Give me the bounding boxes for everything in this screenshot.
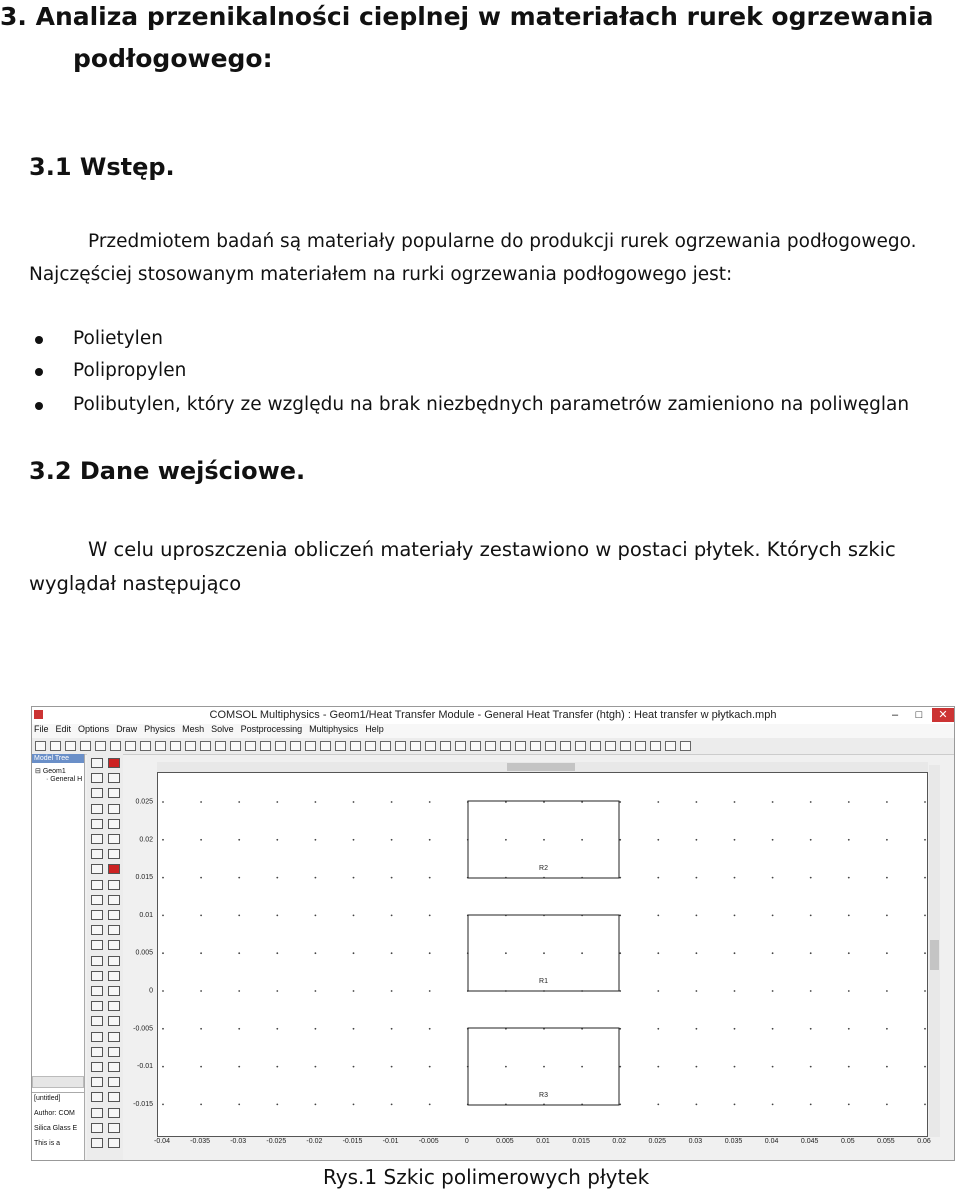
- close-icon[interactable]: ✕: [932, 708, 954, 722]
- grid-dot: [505, 952, 507, 954]
- grid-dot: [619, 839, 621, 841]
- rect-label: R1: [539, 978, 548, 985]
- grid-dot: [810, 1104, 812, 1106]
- grid-dot: [924, 839, 926, 841]
- grid-dot: [810, 952, 812, 954]
- grid-dot: [429, 1104, 431, 1106]
- y-tick-label: 0.02: [139, 836, 153, 844]
- grid-dot: [353, 1028, 355, 1030]
- y-tick-label: 0.015: [135, 874, 153, 882]
- grid-dot: [772, 1066, 774, 1068]
- props-line: This is a: [34, 1140, 61, 1147]
- grid-dot: [315, 877, 317, 879]
- grid-dot: [886, 952, 888, 954]
- menu-mesh[interactable]: Mesh: [182, 724, 205, 734]
- grid-dot: [391, 990, 393, 992]
- grid-dot: [353, 990, 355, 992]
- grid-dot: [200, 915, 202, 917]
- grid-dot: [200, 1028, 202, 1030]
- menu-help[interactable]: Help: [365, 724, 384, 734]
- grid-dot: [276, 877, 278, 879]
- grid-dot: [238, 1104, 240, 1106]
- heading-line1: 3. Analiza przenikalności cieplnej w materiałach rurek ogrzewania: [0, 2, 934, 31]
- grid-dot: [505, 839, 507, 841]
- x-tick-label: 0.02: [612, 1138, 627, 1145]
- grid-dot: [734, 990, 736, 992]
- section1-para-line2: Najczęściej stosowanym materiałem na rurki ogrzewania podłogowego jest:: [29, 264, 733, 285]
- x-tick-label: -0.025: [266, 1138, 287, 1145]
- geometry-plot: [158, 773, 929, 1138]
- grid-dot: [315, 952, 317, 954]
- grid-dot: [276, 801, 278, 803]
- grid-dot: [657, 839, 659, 841]
- grid-dot: [276, 1028, 278, 1030]
- grid-dot: [848, 839, 850, 841]
- grid-dot: [924, 915, 926, 917]
- grid-dot: [200, 839, 202, 841]
- grid-dot: [353, 952, 355, 954]
- grid-dot: [924, 877, 926, 879]
- grid-dot: [162, 1028, 164, 1030]
- grid-dot: [315, 801, 317, 803]
- grid-dot: [619, 990, 621, 992]
- grid-dot: [315, 1104, 317, 1106]
- grid-dot: [924, 801, 926, 803]
- grid-dot: [391, 839, 393, 841]
- y-tick-label: 0.01: [139, 911, 153, 919]
- grid-dot: [391, 915, 393, 917]
- bullet-icon: [35, 368, 43, 376]
- grid-dot: [734, 877, 736, 879]
- grid-dot: [276, 839, 278, 841]
- grid-dot: [657, 990, 659, 992]
- grid-dot: [772, 1028, 774, 1030]
- grid-dot: [238, 990, 240, 992]
- grid-dot: [543, 1066, 545, 1068]
- grid-dot: [810, 1066, 812, 1068]
- grid-dot: [772, 839, 774, 841]
- figure-caption: Rys.1 Szkic polimerowych płytek: [323, 1165, 650, 1189]
- x-tick-label: -0.015: [342, 1138, 363, 1145]
- grid-dot: [238, 801, 240, 803]
- grid-dot: [162, 877, 164, 879]
- grid-dot: [391, 1028, 393, 1030]
- grid-dot: [848, 801, 850, 803]
- grid-dot: [734, 1104, 736, 1106]
- grid-dot: [810, 990, 812, 992]
- x-tick-label: 0.06: [917, 1138, 931, 1145]
- x-tick-label: 0.035: [724, 1138, 743, 1145]
- window-title: COMSOL Multiphysics - Geom1/Heat Transfer Module - General Heat Transfer (htgh) : Heat transfer w płytkach.mph: [209, 709, 777, 721]
- grid-dot: [619, 952, 621, 954]
- grid-dot: [772, 801, 774, 803]
- grid-dot: [696, 1028, 698, 1030]
- grid-dot: [657, 952, 659, 954]
- grid-dot: [162, 1066, 164, 1068]
- grid-dot: [848, 952, 850, 954]
- grid-dot: [696, 839, 698, 841]
- grid-dot: [886, 1028, 888, 1030]
- bullet-item: Polibutylen, który ze względu na brak niezbędnych parametrów zamieniono na poliwęglan: [73, 394, 910, 415]
- menu-file[interactable]: File: [34, 724, 49, 734]
- grid-dot: [581, 1066, 583, 1068]
- grid-dot: [772, 877, 774, 879]
- props-line: Author: COM: [34, 1110, 75, 1117]
- grid-dot: [429, 1028, 431, 1030]
- grid-dot: [696, 801, 698, 803]
- grid-dot: [886, 915, 888, 917]
- y-tick-label: 0: [149, 987, 153, 995]
- grid-dot: [162, 952, 164, 954]
- grid-dot: [429, 801, 431, 803]
- grid-dot: [315, 1066, 317, 1068]
- grid-dot: [810, 839, 812, 841]
- bullet-item: Polietylen: [73, 328, 163, 349]
- grid-dot: [734, 801, 736, 803]
- grid-dot: [848, 1066, 850, 1068]
- grid-dot: [810, 915, 812, 917]
- grid-dot: [657, 877, 659, 879]
- grid-dot: [238, 1028, 240, 1030]
- y-tick-label: -0.015: [133, 1100, 153, 1108]
- grid-dot: [696, 952, 698, 954]
- grid-dot: [848, 1104, 850, 1106]
- tree-item-geom1[interactable]: ⊟ Geom1: [35, 768, 66, 775]
- grid-dot: [924, 1028, 926, 1030]
- maximize-icon[interactable]: □: [915, 709, 923, 721]
- grid-dot: [619, 1066, 621, 1068]
- grid-dot: [810, 877, 812, 879]
- grid-dot: [924, 1104, 926, 1106]
- grid-dot: [734, 839, 736, 841]
- grid-dot: [276, 1066, 278, 1068]
- section2-title: 3.2 Dane wejściowe.: [29, 457, 306, 485]
- grid-dot: [353, 1104, 355, 1106]
- bullet-icon: [35, 402, 43, 410]
- section2-para-line1: W celu uproszczenia obliczeń materiały zestawiono w postaci płytek. Których szkic: [88, 538, 896, 561]
- x-tick-label: 0.03: [688, 1138, 703, 1145]
- rect-label: R2: [539, 865, 548, 872]
- grid-dot: [886, 801, 888, 803]
- y-tick-label: -0.005: [133, 1025, 153, 1033]
- grid-dot: [429, 915, 431, 917]
- x-tick-label: -0.035: [190, 1138, 211, 1145]
- grid-dot: [696, 1066, 698, 1068]
- grid-dot: [543, 839, 545, 841]
- grid-dot: [581, 952, 583, 954]
- menu-physics[interactable]: Physics: [144, 724, 176, 734]
- section1-para-line1: Przedmiotem badań są materiały popularne do produkcji rurek ogrzewania podłogowego.: [88, 231, 917, 252]
- menu-edit[interactable]: Edit: [55, 724, 72, 734]
- grid-dot: [315, 1028, 317, 1030]
- grid-dot: [848, 1028, 850, 1030]
- grid-dot: [200, 801, 202, 803]
- grid-dot: [162, 801, 164, 803]
- grid-dot: [886, 1104, 888, 1106]
- rect-label: R3: [539, 1092, 548, 1099]
- grid-dot: [353, 839, 355, 841]
- x-tick-label: 0.025: [648, 1138, 667, 1145]
- grid-dot: [619, 915, 621, 917]
- menu-multiphysics[interactable]: Multiphysics: [309, 724, 359, 734]
- tree-item-general[interactable]: · General H: [46, 776, 83, 783]
- grid-dot: [734, 1066, 736, 1068]
- grid-dot: [276, 952, 278, 954]
- bullet-item: Polipropylen: [73, 360, 187, 381]
- grid-dot: [886, 877, 888, 879]
- x-tick-label: -0.02: [306, 1138, 323, 1145]
- grid-dot: [200, 877, 202, 879]
- grid-dot: [696, 990, 698, 992]
- x-tick-label: 0.015: [572, 1138, 590, 1145]
- grid-dot: [734, 1028, 736, 1030]
- grid-dot: [238, 952, 240, 954]
- grid-dot: [657, 1066, 659, 1068]
- grid-dot: [162, 990, 164, 992]
- grid-dot: [200, 990, 202, 992]
- grid-dot: [848, 915, 850, 917]
- grid-dot: [276, 990, 278, 992]
- grid-dot: [238, 877, 240, 879]
- grid-dot: [657, 915, 659, 917]
- grid-dot: [772, 952, 774, 954]
- grid-dot: [619, 801, 621, 803]
- grid-dot: [810, 1028, 812, 1030]
- grid-dot: [886, 990, 888, 992]
- grid-dot: [429, 990, 431, 992]
- menu-postprocessing[interactable]: Postprocessing: [240, 724, 303, 734]
- grid-dot: [505, 1066, 507, 1068]
- grid-dot: [238, 915, 240, 917]
- bullet-icon: [35, 336, 43, 344]
- grid-dot: [924, 1066, 926, 1068]
- drawing-canvas[interactable]: [157, 772, 928, 1137]
- x-tick-label: -0.005: [418, 1138, 439, 1145]
- section1-title: 3.1 Wstęp.: [29, 153, 175, 181]
- grid-dot: [353, 1066, 355, 1068]
- grid-dot: [391, 952, 393, 954]
- y-tick-label: -0.01: [137, 1063, 153, 1071]
- grid-dot: [391, 877, 393, 879]
- grid-dot: [696, 1104, 698, 1106]
- grid-dot: [734, 915, 736, 917]
- props-line: Silica Glass E: [34, 1125, 78, 1132]
- grid-dot: [696, 915, 698, 917]
- grid-dot: [543, 952, 545, 954]
- x-tick-label: 0: [464, 1138, 469, 1145]
- grid-dot: [238, 839, 240, 841]
- grid-dot: [657, 1104, 659, 1106]
- grid-dot: [353, 801, 355, 803]
- grid-dot: [772, 915, 774, 917]
- grid-dot: [772, 1104, 774, 1106]
- heading-line2: podłogowego:: [73, 44, 273, 73]
- x-tick-label: 0.005: [496, 1138, 514, 1145]
- x-tick-label: -0.03: [230, 1138, 247, 1145]
- grid-dot: [391, 801, 393, 803]
- props-line: [untitled]: [34, 1095, 61, 1102]
- minimize-icon[interactable]: –: [891, 709, 899, 721]
- grid-dot: [315, 915, 317, 917]
- x-tick-label: -0.01: [382, 1138, 399, 1145]
- grid-dot: [353, 877, 355, 879]
- grid-dot: [162, 1104, 164, 1106]
- grid-dot: [924, 952, 926, 954]
- grid-dot: [429, 1066, 431, 1068]
- grid-dot: [200, 952, 202, 954]
- model-tree-header: Model Tree: [32, 754, 84, 763]
- grid-dot: [315, 990, 317, 992]
- grid-dot: [276, 915, 278, 917]
- section2-para-line2: wyglądał następująco: [29, 572, 242, 595]
- grid-dot: [619, 1028, 621, 1030]
- menu-options[interactable]: Options: [78, 724, 110, 734]
- grid-dot: [315, 839, 317, 841]
- x-tick-label: 0.01: [536, 1138, 550, 1145]
- grid-dot: [619, 1104, 621, 1106]
- x-tick-label: 0.05: [840, 1138, 855, 1145]
- y-tick-label: 0.005: [135, 949, 153, 957]
- x-tick-label: 0.04: [764, 1138, 779, 1145]
- grid-dot: [734, 952, 736, 954]
- grid-dot: [391, 1066, 393, 1068]
- grid-dot: [772, 990, 774, 992]
- grid-dot: [886, 1066, 888, 1068]
- grid-dot: [200, 1104, 202, 1106]
- grid-dot: [581, 839, 583, 841]
- comsol-screenshot: [31, 706, 955, 1161]
- grid-dot: [886, 839, 888, 841]
- grid-dot: [657, 1028, 659, 1030]
- grid-dot: [238, 1066, 240, 1068]
- grid-dot: [353, 915, 355, 917]
- grid-dot: [619, 877, 621, 879]
- grid-dot: [391, 1104, 393, 1106]
- x-tick-label: 0.055: [877, 1138, 895, 1145]
- grid-dot: [429, 877, 431, 879]
- x-tick-label: -0.04: [154, 1138, 170, 1145]
- grid-dot: [810, 801, 812, 803]
- grid-dot: [162, 839, 164, 841]
- grid-dot: [657, 801, 659, 803]
- grid-dot: [696, 877, 698, 879]
- grid-dot: [276, 1104, 278, 1106]
- y-tick-label: 0.025: [135, 798, 153, 806]
- grid-dot: [429, 839, 431, 841]
- x-tick-label: 0.045: [800, 1138, 819, 1145]
- menu-draw[interactable]: Draw: [116, 724, 138, 734]
- grid-dot: [162, 915, 164, 917]
- grid-dot: [924, 990, 926, 992]
- grid-dot: [429, 952, 431, 954]
- grid-dot: [848, 990, 850, 992]
- grid-dot: [848, 877, 850, 879]
- menu-solve[interactable]: Solve: [211, 724, 234, 734]
- grid-dot: [200, 1066, 202, 1068]
